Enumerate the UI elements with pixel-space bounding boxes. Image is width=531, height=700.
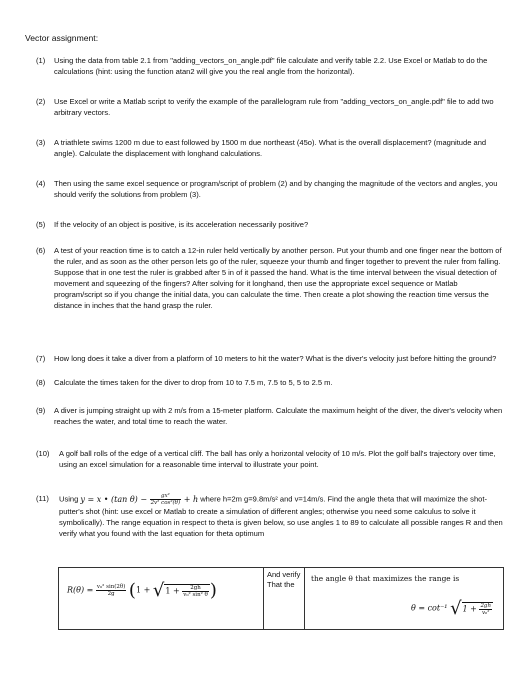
question-text: A triathlete swims 1200 m due to east followed by 1500 m due northeast (45o). What is the overall displacement? (magnitude and angle). Calculate the displacement with longhand calculations.	[54, 138, 487, 159]
question-number: (4)	[36, 179, 46, 188]
question-text: A diver is jumping straight up with 2 m/s from a 15-meter platform. Calculate the maximum height of the diver, the diver's velocity when reaches the water, and total time to reach the water.	[54, 406, 503, 427]
question-text: A golf ball rolls of the edge of a vertical cliff. The ball has only a horizontal velocity of 10 m/s. Plot the golf ball's trajectory over time, using an excel simulation for a reasonable time interval to illustrate your point.	[59, 449, 496, 470]
question-number: (2)	[36, 97, 46, 106]
q11-rest: maximize the shot-putter's shot (hint: use excel or Matlab to create a simulation of different angles; otherwise you need some calculus to solve it symbolically). The range equation in respect to theta is given below, so use angles 1 to 89 to calculate all possible ranges R and then verify what you found with the last equation for theta optimum	[59, 494, 503, 539]
formula-table	[58, 567, 504, 630]
question-number: (11)	[36, 494, 49, 503]
q11-where: where h=2m g=9.8m/s² and v=14m/s. Find the angle theta that will	[200, 494, 422, 504]
question-number: (3)	[36, 138, 46, 147]
question-text: Using the data from table 2.1 from "adding_vectors_on_angle.pdf" file calculate and verify table 2.2. Use Excel or Matlab to do the calculations (hint: using the function atan2 will give you the real angle from the horizontal).	[54, 56, 488, 77]
question-text: Calculate the times taken for the diver to drop from 10 to 7.5 m, 7.5 to 5, 5 to 2.5 m.	[54, 378, 333, 387]
question-number: (6)	[36, 246, 46, 255]
question-text: A test of your reaction time is to catch a 12-in ruler held vertically by another person. Put your thumb and one finger near the bottom of the ruler, and as soon as the other person lets go of the ruler, squeeze your thumb and finger together to prevent the ruler from falling. Suppose that in one test the ruler is grabbed after 5 in of it passed the hand. What is the time interval between the visual detection of movement and squeezing of the fingers? After solving for it longhand, then use the appropriate excel sequence or Matlab program/script so if you change the initial data, you can calculate the time. Then create a plot showing the reaction time versus the distance in inches that the hand grasp the ruler.	[54, 246, 502, 311]
question-number: (5)	[36, 220, 46, 229]
question-4	[38, 178, 506, 200]
question-number: (1)	[36, 56, 46, 65]
trajectory-equation: y = x • (tan θ) − $\frac{\text{gx²}}{\text{2v² cos²(θ)}}$ + h	[80, 493, 199, 506]
question-2	[38, 96, 506, 118]
question-5	[38, 219, 506, 230]
question-number: (7)	[36, 354, 46, 363]
question-8	[38, 377, 506, 388]
question-text: Then using the same excel sequence or program/script of problem (2) and by changing the magnitude of the vectors and angles, you should verify the solutions from problem (3).	[54, 179, 498, 200]
range-equation: R(θ) = $\frac{\text{v₀² sin(2θ)}}{2g}$ (1 + √1 + $\frac{2gh}{\text{v₀² sin² θ}}$ )	[67, 580, 217, 601]
question-text: How long does it take a diver from a platform of 10 meters to hit the water? What is the diver's velocity just before hitting the ground?	[54, 354, 497, 363]
question-text: If the velocity of an object is positive, is its acceleration necessarily positive?	[54, 220, 309, 229]
question-1	[38, 55, 506, 77]
equation-denominator: 2v² cos²(θ)	[150, 500, 181, 506]
question-text	[38, 493, 506, 539]
optimum-angle-cell	[305, 568, 504, 630]
question-10	[38, 448, 506, 470]
question-number: (8)	[36, 378, 46, 387]
question-9	[38, 405, 506, 427]
optimum-caption: the angle θ that maximizes the range is	[311, 574, 460, 583]
and-verify-cell: And verify That the	[264, 568, 305, 630]
question-7	[38, 353, 506, 364]
question-text: Use Excel or write a Matlab script to verify the example of the parallelogram rule from "adding_vectors_on_angle.pdf" file to add two arbitrary vectors.	[54, 97, 494, 118]
assignment-title: Vector assignment:	[25, 33, 99, 43]
question-number: (10)	[36, 449, 50, 458]
question-6	[38, 245, 506, 312]
equation-numerator: gx²	[150, 493, 182, 500]
optimum-equation: θ = cot⁻¹ √1 + $\frac{2gh}{\text{v₀²}}$	[410, 598, 491, 619]
question-11	[38, 493, 506, 539]
q11-lead: Using	[59, 494, 79, 504]
question-number: (9)	[36, 406, 46, 415]
question-3	[38, 137, 506, 159]
range-equation-cell	[59, 568, 264, 630]
